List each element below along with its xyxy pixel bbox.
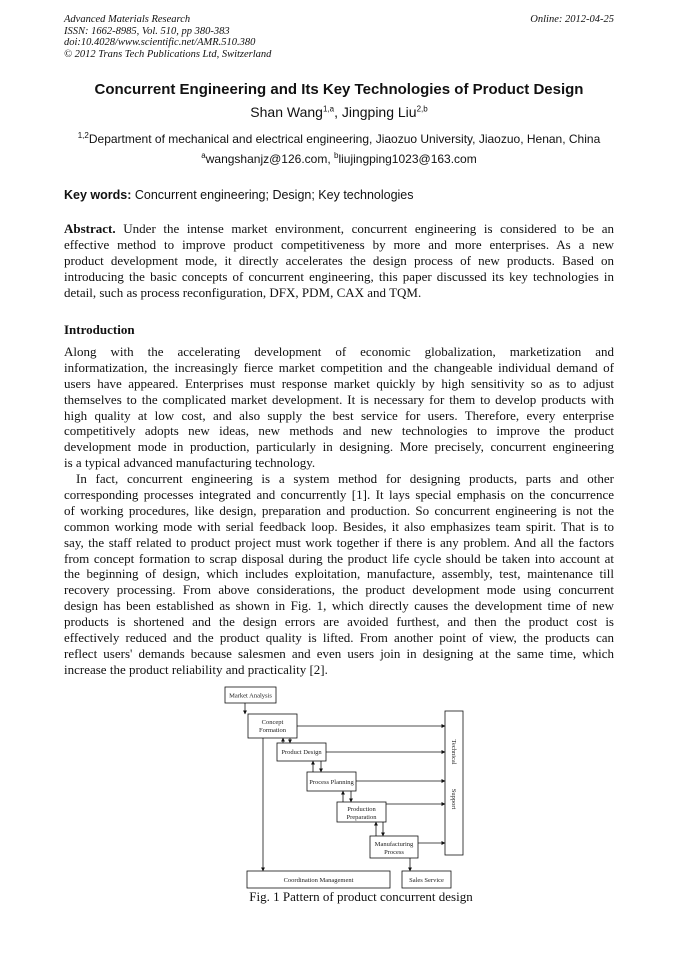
node-label: Support — [450, 788, 457, 810]
text-line — [64, 376, 614, 392]
text-line — [64, 487, 614, 503]
text-line — [64, 662, 614, 678]
line-text: informatization, the increasingly fierce market competition and the changeable individual demand of — [64, 359, 614, 375]
node-label: Production — [347, 806, 376, 813]
text-line — [64, 392, 614, 408]
author-separator: , — [334, 104, 342, 120]
line-text: common working mode with serial feedback loop. Besides, it also emphasizes team spirit. That is to — [64, 518, 614, 534]
author-name: Jingping Liu — [341, 104, 417, 120]
emails — [0, 151, 678, 166]
line-text: say, the staff related to product project must work together if there is any problem. And all the factors — [64, 534, 614, 550]
node-label: Concept — [261, 719, 284, 726]
affiliation — [0, 131, 678, 146]
text-line — [64, 503, 614, 519]
node-label: Process — [384, 849, 404, 856]
introduction-body — [64, 344, 614, 678]
text-line — [64, 535, 614, 551]
line-text: design has been established as shown in Fig. 1, which directly causes the development time of new — [64, 598, 614, 614]
text-line — [64, 439, 614, 455]
text-line — [64, 519, 614, 535]
paper-title: Concurrent Engineering and Its Key Technologies of Product Design — [94, 81, 584, 98]
online-date: Online: 2012-04-25 — [530, 14, 614, 25]
text-line — [64, 344, 614, 360]
node-label: Manufacturing — [374, 841, 414, 848]
line-text: development mode in production, particularly in designing. More precisely, concurrent engineering — [64, 439, 614, 455]
text-line — [64, 253, 614, 269]
line-text: of working procedures, like design, preparation and production. So concurrent engineering is not the — [64, 502, 614, 518]
abstract — [64, 221, 614, 300]
text-line — [64, 408, 614, 424]
affiliation-sup: 1,2 — [77, 131, 89, 140]
node-label: Process Planning — [309, 779, 354, 786]
keywords-text: Concurrent engineering; Design; Key technologies — [131, 188, 414, 202]
email-link[interactable]: liujingping1023@163.com — [338, 152, 477, 166]
text-line — [64, 269, 614, 285]
line-text: the beginning of design, which includes exploitation, manufacture, assembly, test, maintenance till — [64, 566, 614, 582]
line-text: introducing the basic concepts of concurrent engineering, this paper discussed its key technologies in — [64, 268, 614, 284]
text-line — [64, 646, 614, 662]
line-text: reflect users' demands because salesmen and even users join in designing at the same time, which — [64, 645, 614, 661]
keywords — [64, 188, 414, 202]
author-sup: 2,b — [416, 104, 428, 114]
section-heading: Introduction — [64, 322, 135, 337]
node-label: Market Analysis — [229, 692, 272, 700]
author-name: Shan Wang — [250, 104, 323, 120]
doi: doi:10.4028/www.scientific.net/AMR.510.380 — [64, 37, 256, 48]
line-text: Under the intense market environment, concurrent engineering is considered to be an — [123, 221, 614, 236]
node-label: Preparation — [346, 814, 377, 821]
issn: ISSN: 1662-8985, Vol. 510, pp 380-383 — [64, 25, 230, 37]
node-label: Coordination Management — [283, 877, 354, 884]
line-text: effective method to improve product competitiveness by more and more enterprises. As a new — [64, 236, 614, 252]
line-text: high quality at low cost, and also supply the best service for users. Therefore, every enterprise — [64, 407, 614, 423]
author-sup: 1,a — [322, 104, 335, 114]
keywords-label: Key words: — [64, 188, 132, 202]
node-label: Formation — [258, 727, 287, 734]
line-text: detail, such as process reconfiguration, DFX, PDM, CAX and TQM. — [64, 284, 422, 300]
text-line — [64, 285, 614, 301]
line-text: recovery processing. From above considerations, the product development mode using concurrent — [64, 582, 614, 598]
text-line — [64, 237, 614, 253]
email-sup: a — [201, 151, 206, 160]
node-label: Technical — [450, 739, 457, 765]
line-text: users have appeared. Enterprises must response market quickly by high sensitivity so as to adjust — [64, 375, 614, 391]
abstract-label: Abstract. — [64, 221, 116, 236]
email-sup: b — [333, 151, 339, 160]
text-line — [64, 455, 614, 471]
line-text: Along with the accelerating development of economic globalization, marketization and — [64, 344, 614, 359]
node-label: Sales Service — [409, 877, 444, 884]
journal-info — [64, 14, 271, 60]
line-text: from concept formation to scrap disposal during the product life cycle should be taken into account at — [64, 550, 614, 566]
text-line — [64, 614, 614, 630]
line-text: competitively adopts new ideas, new methods and new technologies to improve the product — [64, 423, 614, 439]
node-label: Product Design — [281, 749, 322, 756]
text-line — [64, 471, 614, 487]
email-link[interactable]: wangshanjz@126.com, — [205, 152, 334, 166]
line-text: effectively reduced and the product quality is lifted. From another point of view, the products can — [64, 630, 614, 646]
text-line — [64, 566, 614, 582]
line-text: corresponding processes integrated and concurrently [1]. It lays special emphasis on the concurrence — [64, 487, 614, 503]
line-text: In fact, concurrent engineering is a system method for designing products, parts and other — [76, 471, 614, 487]
text-line — [64, 423, 614, 439]
line-text: products is shortened and the design errors are avoided furthest, and then the product cost is — [64, 614, 614, 630]
journal-name: Advanced Materials Research — [64, 14, 191, 25]
text-line — [64, 360, 614, 376]
text-line — [64, 630, 614, 646]
line-text: product development mode, it directly accelerates the design process of new products. Based on — [64, 252, 614, 268]
text-line — [64, 582, 614, 598]
node-concept-formation — [248, 714, 297, 738]
authors — [0, 104, 678, 120]
line-text: themselves to the complicated market development. It is necessary for them to develop products with — [64, 391, 614, 407]
text-line — [64, 551, 614, 567]
line-text: increase the product reliability and practicality [2]. — [64, 661, 328, 677]
node-technical-support — [445, 711, 463, 855]
concurrent-design-diagram — [210, 680, 480, 892]
text-line — [64, 598, 614, 614]
text-line — [64, 221, 614, 237]
figure-caption: Fig. 1 Pattern of product concurrent design — [249, 889, 473, 904]
line-text: is a typical advanced manufacturing technology. — [64, 455, 316, 471]
affiliation-text: Department of mechanical and electrical engineering, Jiaozuo University, Jiaozuo, Henan, China — [88, 132, 601, 146]
copyright: © 2012 Trans Tech Publications Ltd, Switzerland — [64, 48, 272, 60]
